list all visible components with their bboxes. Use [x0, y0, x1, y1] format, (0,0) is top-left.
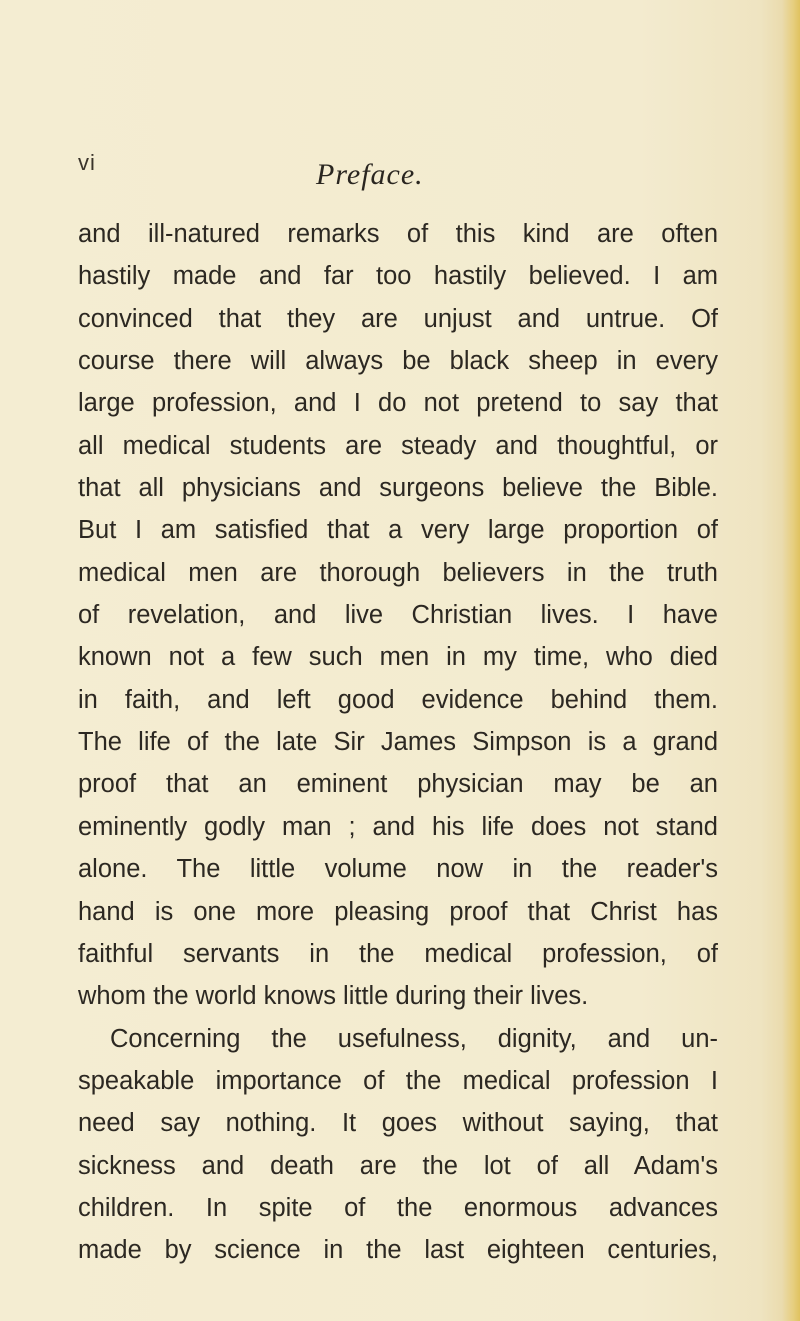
page-number: vi	[78, 150, 96, 175]
text-line: in faith, and left good evidence behind them.	[78, 685, 718, 714]
text-line: The life of the late Sir James Simpson is a grand	[78, 728, 718, 757]
text-line: medical men are thorough believers in the truth	[78, 558, 718, 587]
text-line: convinced that they are unjust and untrue. Of	[78, 304, 718, 333]
text-line: need say nothing. It goes without saying, that	[78, 1109, 718, 1138]
running-title: Preface.	[316, 158, 424, 191]
text-line: known not a few such men in my time, who died	[78, 643, 718, 672]
text-line: whom the world knows little during their lives.	[78, 982, 589, 1011]
text-line: alone. The little volume now in the reader's	[78, 855, 718, 884]
text-line: sickness and death are the lot of all Adam's	[78, 1151, 718, 1180]
text-line: of revelation, and live Christian lives. I have	[78, 601, 718, 630]
text-line: But I am satisfied that a very large proportion of	[78, 516, 718, 545]
page-header	[78, 150, 718, 194]
text-line: large profession, and I do not pretend to say that	[78, 389, 718, 418]
text-line: course there will always be black sheep in every	[78, 347, 718, 376]
text-line: children. In spite of the enormous advances	[78, 1193, 718, 1222]
text-line: made by science in the last eighteen centuries,	[78, 1236, 718, 1265]
text-line: that all physicians and surgeons believe the Bible.	[78, 474, 718, 503]
text-line: faithful servants in the medical profession, of	[78, 939, 718, 968]
text-line: hand is one more pleasing proof that Christ has	[78, 897, 718, 926]
text-line: all medical students are steady and thoughtful, or	[78, 431, 718, 460]
paragraph-start-line: Concerning the usefulness, dignity, and un-	[110, 1024, 718, 1053]
page-edge-stain	[782, 0, 800, 1321]
text-line: proof that an eminent physician may be an	[78, 770, 718, 799]
text-line: eminently godly man ; and his life does not stand	[78, 812, 718, 841]
text-line: and ill-natured remarks of this kind are often	[78, 220, 718, 248]
body-text	[78, 213, 718, 1272]
text-line: speakable importance of the medical profession I	[78, 1066, 718, 1095]
text-line: hastily made and far too hastily believed. I am	[78, 262, 718, 291]
